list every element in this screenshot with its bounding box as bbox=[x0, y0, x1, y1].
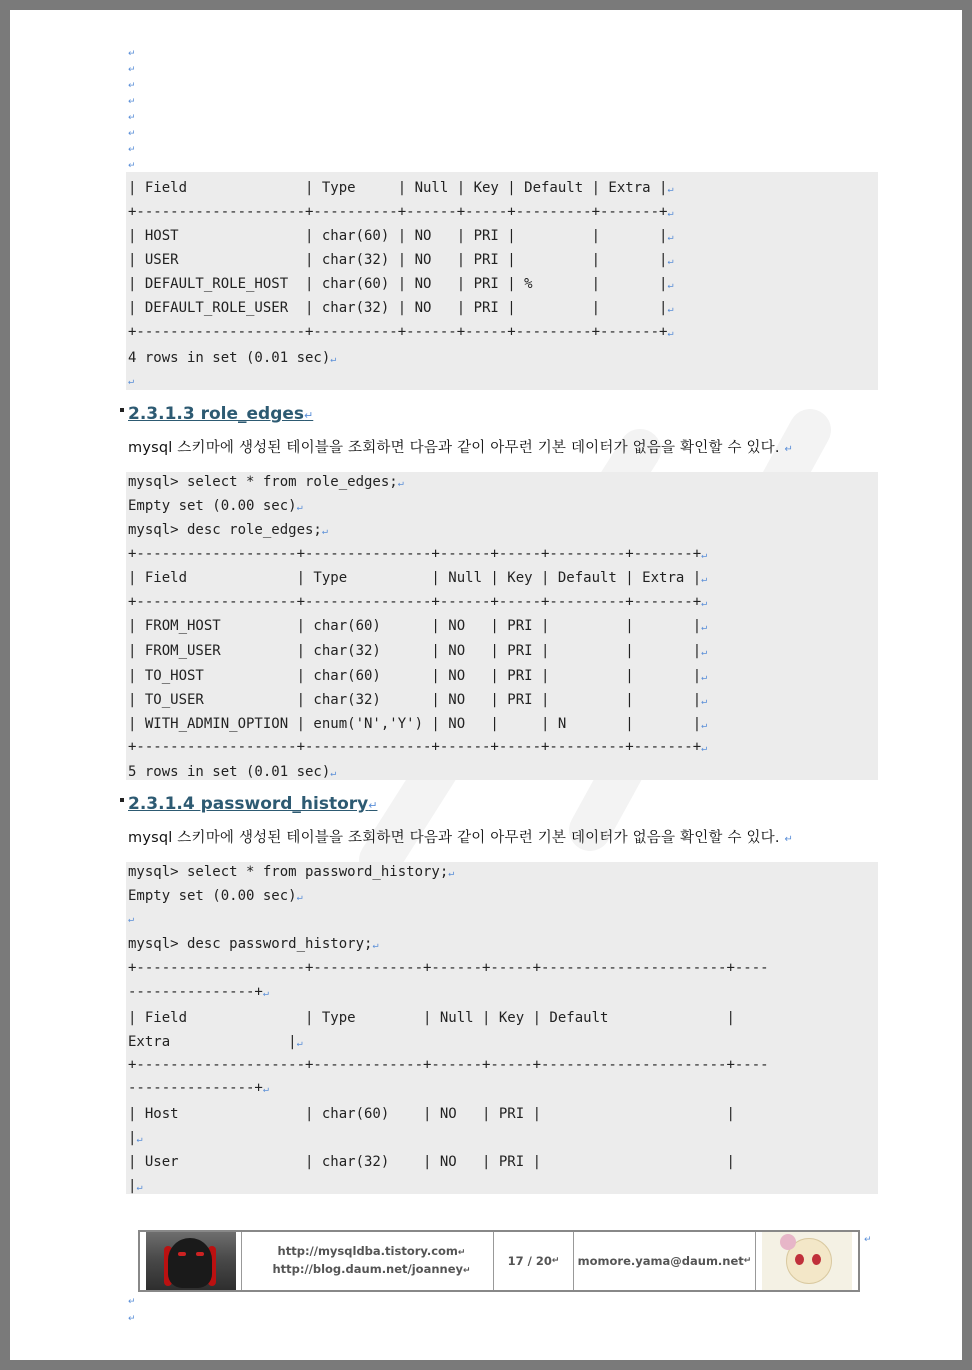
code-line: +--------------------+-------------+------+-----+----------------------+---- bbox=[128, 1057, 769, 1073]
heading-bullet bbox=[120, 798, 124, 802]
footer-url-daum[interactable]: http://blog.daum.net/joanney↵ bbox=[272, 1262, 471, 1276]
code-line: | TO_USER | char(32) | NO | PRI | | |↵ bbox=[128, 692, 708, 708]
code-line: | HOST | char(60) | NO | PRI | | |↵ bbox=[128, 228, 674, 244]
code-line: | FROM_HOST | char(60) | NO | PRI | | |↵ bbox=[128, 618, 708, 634]
paragraph-mark: ↵ bbox=[128, 129, 136, 139]
code-line: +-------------------+---------------+------+-----+---------+-------+↵ bbox=[128, 546, 708, 562]
code-line: +-------------------+---------------+------+-----+---------+-------+↵ bbox=[128, 594, 708, 610]
section-description: mysql 스키마에 생성된 테이블을 조회하면 다음과 같이 아무런 기본 데이터가 없음을 확인할 수 있다. ↵ bbox=[128, 440, 794, 456]
code-line: Empty set (0.00 sec)↵ bbox=[128, 888, 303, 904]
code-line: mysql> select * from password_history;↵ bbox=[128, 864, 455, 880]
paragraph-mark: ↵ bbox=[128, 81, 136, 91]
code-line: | FROM_USER | char(32) | NO | PRI | | |↵ bbox=[128, 643, 708, 659]
author-avatar bbox=[146, 1232, 236, 1290]
footer-url-tistory[interactable]: http://mysqldba.tistory.com↵ bbox=[277, 1244, 466, 1258]
code-line: ↵ bbox=[128, 376, 135, 387]
code-line: +-------------------+---------------+------+-----+---------+-------+↵ bbox=[128, 739, 708, 755]
code-line: | Field | Type | Null | Key | Default | bbox=[128, 1010, 735, 1026]
paragraph-mark: ↵ bbox=[128, 97, 136, 107]
footer-avatar-right-cell bbox=[756, 1232, 858, 1290]
code-line: +--------------------+----------+------+-----+---------+-------+↵ bbox=[128, 204, 674, 220]
code-block-password-history bbox=[126, 862, 878, 1194]
code-line: ↵ bbox=[128, 914, 135, 925]
document-page bbox=[10, 10, 962, 1360]
code-line: ---------------+↵ bbox=[128, 984, 269, 1000]
paragraph-mark: ↵ bbox=[128, 113, 136, 123]
paragraph-mark: ↵ bbox=[128, 161, 136, 171]
code-line: mysql> select * from role_edges;↵ bbox=[128, 474, 404, 490]
code-line: | Host | char(60) | NO | PRI | | bbox=[128, 1106, 735, 1122]
heading-bullet bbox=[120, 408, 124, 412]
code-line: ---------------+↵ bbox=[128, 1080, 269, 1096]
code-line: Empty set (0.00 sec)↵ bbox=[128, 498, 303, 514]
section-description: mysql 스키마에 생성된 테이블을 조회하면 다음과 같이 아무런 기본 데이터가 없음을 확인할 수 있다. ↵ bbox=[128, 830, 794, 846]
code-block-default-roles bbox=[126, 172, 878, 390]
paragraph-mark: ↵ bbox=[128, 1297, 136, 1307]
empty-paragraph-marks bbox=[128, 46, 136, 174]
code-line: | WITH_ADMIN_OPTION | enum('N','Y') | NO | | N | |↵ bbox=[128, 716, 708, 732]
footer-page-number: 17 / 20 ↵ bbox=[494, 1232, 574, 1290]
code-line: | DEFAULT_ROLE_USER | char(32) | NO | PRI | | |↵ bbox=[128, 300, 674, 316]
code-line: | Field | Type | Null | Key | Default | Extra |↵ bbox=[128, 570, 708, 586]
code-line: +--------------------+-------------+------+-----+----------------------+---- bbox=[128, 960, 769, 976]
code-line: |↵ bbox=[128, 1178, 143, 1194]
code-line: mysql> desc password_history;↵ bbox=[128, 936, 379, 952]
paragraph-mark: ↵ bbox=[128, 65, 136, 75]
footer-email: momore.yama@daum.net ↵ bbox=[574, 1232, 756, 1290]
code-block-role-edges bbox=[126, 472, 878, 780]
code-line: | USER | char(32) | NO | PRI | | |↵ bbox=[128, 252, 674, 268]
page-footer bbox=[138, 1230, 860, 1292]
paragraph-mark: ↵ bbox=[864, 1235, 872, 1245]
paragraph-mark: ↵ bbox=[128, 145, 136, 155]
paragraph-mark: ↵ bbox=[128, 49, 136, 59]
code-line: Extra |↵ bbox=[128, 1034, 303, 1050]
mascot-avatar bbox=[762, 1232, 852, 1290]
code-line: | Field | Type | Null | Key | Default | Extra |↵ bbox=[128, 180, 674, 196]
code-line: |↵ bbox=[128, 1130, 143, 1146]
footer-urls bbox=[242, 1232, 494, 1290]
code-line: 4 rows in set (0.01 sec)↵ bbox=[128, 350, 337, 366]
code-line: +--------------------+----------+------+-----+---------+-------+↵ bbox=[128, 324, 674, 340]
section-heading-role-edges: 2.3.1.3 role_edges↵ bbox=[128, 404, 314, 424]
code-line: | DEFAULT_ROLE_HOST | char(60) | NO | PRI | % | |↵ bbox=[128, 276, 674, 292]
paragraph-mark: ↵ bbox=[128, 1314, 136, 1324]
footer-avatar-left-cell bbox=[140, 1232, 242, 1290]
code-line: mysql> desc role_edges;↵ bbox=[128, 522, 328, 538]
section-heading-password-history: 2.3.1.4 password_history↵ bbox=[128, 794, 378, 814]
code-line: 5 rows in set (0.01 sec)↵ bbox=[128, 764, 337, 780]
code-line: | User | char(32) | NO | PRI | | bbox=[128, 1154, 735, 1170]
code-line: | TO_HOST | char(60) | NO | PRI | | |↵ bbox=[128, 668, 708, 684]
